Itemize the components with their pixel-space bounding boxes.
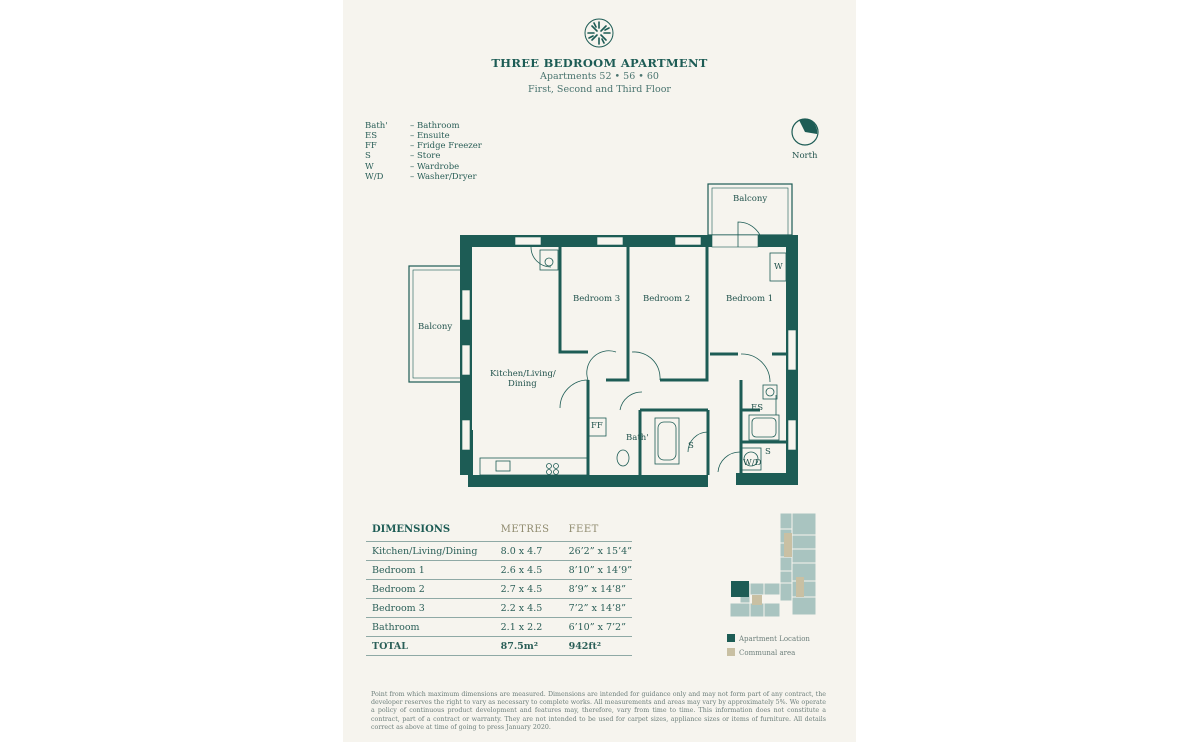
- legend-item: Bath' – Bathroom: [365, 121, 460, 131]
- floor-plan: [400, 180, 810, 495]
- column-header: FEET: [568, 524, 599, 535]
- legend-item: FF – Fridge Freezer: [365, 141, 482, 151]
- room-bedroom-1: Bedroom 1: [726, 294, 774, 304]
- table-cell: Bathroom: [366, 618, 495, 637]
- table-row: [366, 561, 632, 580]
- page-title: THREE BEDROOM APARTMENT: [491, 56, 708, 70]
- table-cell: Bedroom 1: [366, 561, 495, 580]
- legend-item: W/D – Washer/Dryer: [365, 172, 477, 182]
- table-row: [366, 618, 632, 637]
- room-ensuite: ES: [751, 403, 764, 413]
- room-washer-dryer: W/D: [743, 458, 762, 468]
- column-header: METRES: [500, 524, 550, 535]
- apartment-swatch: [727, 634, 735, 642]
- room-wardrobe: W: [774, 262, 783, 272]
- room-kitchen-line-2: Dining: [508, 379, 537, 389]
- north-compass-icon: [790, 117, 820, 147]
- balcony-top-outline: [708, 184, 792, 235]
- table-row: [366, 580, 632, 599]
- compass-label: North: [792, 151, 818, 161]
- room-bedroom-2: Bedroom 2: [643, 294, 691, 304]
- table-cell: 26’2” x 15’4”: [563, 542, 632, 561]
- room-kitchen-line-1: Kitchen/Living/: [490, 369, 556, 379]
- room-bedroom-3: Bedroom 3: [573, 294, 621, 304]
- building-key-plan: [724, 510, 820, 626]
- table-cell: Bedroom 3: [366, 599, 495, 618]
- table-total-row: [366, 637, 632, 656]
- table-cell: 2.6 x 4.5: [495, 561, 563, 580]
- table-cell: 2.7 x 4.5: [495, 580, 563, 599]
- key-apartment-location: Apartment Location: [727, 634, 810, 643]
- legend-item: ES – Ensuite: [365, 131, 450, 141]
- table-cell: Bedroom 2: [366, 580, 495, 599]
- table-cell: 8’10” x 14’9”: [563, 561, 632, 580]
- table-cell: 8’9” x 14’8”: [563, 580, 632, 599]
- disclaimer-text: Point from which maximum dimensions are measured. Dimensions are intended for guidance only and may not form part of any contract, the developer reserves the right to vary as necessary to complete works. All measurements and areas may vary by approximately 5%. We operate a policy of continuous product development and features may, therefore, vary from time to time. This information does not constitute a contract, part of a contract or warranty. They are not intended to be used for carpet sizes, appliance sizes or items of furniture. All details correct as above at time of going to press January 2020.: [371, 691, 826, 731]
- table-cell: 7’2” x 14’8”: [563, 599, 632, 618]
- table-cell: 2.1 x 2.2: [495, 618, 563, 637]
- table-cell: TOTAL: [366, 637, 495, 656]
- room-balcony-top: Balcony: [733, 194, 768, 204]
- room-fridge-freezer: FF: [591, 421, 603, 431]
- brand-logo-icon: [583, 17, 615, 49]
- table-row: [366, 542, 632, 561]
- table-row: [366, 599, 632, 618]
- room-balcony-left: Balcony: [418, 322, 453, 332]
- apartment-numbers: Apartments 52 • 56 • 60: [540, 71, 659, 82]
- legend-item: S – Store: [365, 151, 441, 161]
- table-cell: 2.2 x 4.5: [495, 599, 563, 618]
- table-cell: 6’10” x 7’2”: [563, 618, 632, 637]
- column-header: DIMENSIONS: [372, 524, 451, 535]
- legend-item: W – Wardrobe: [365, 162, 460, 172]
- table-cell: 87.5m²: [495, 637, 563, 656]
- table-header-row: [366, 522, 632, 542]
- room-bathroom: Bath': [626, 433, 649, 443]
- table-cell: Kitchen/Living/Dining: [366, 542, 495, 561]
- communal-swatch: [727, 648, 735, 656]
- table-cell: 8.0 x 4.7: [495, 542, 563, 561]
- room-store: S: [688, 441, 694, 451]
- floor-levels: First, Second and Third Floor: [528, 84, 671, 95]
- key-communal-area: Communal area: [727, 648, 795, 657]
- dimensions-table: [366, 522, 632, 656]
- table-cell: 942ft²: [563, 637, 632, 656]
- room-store-2: S: [765, 447, 771, 457]
